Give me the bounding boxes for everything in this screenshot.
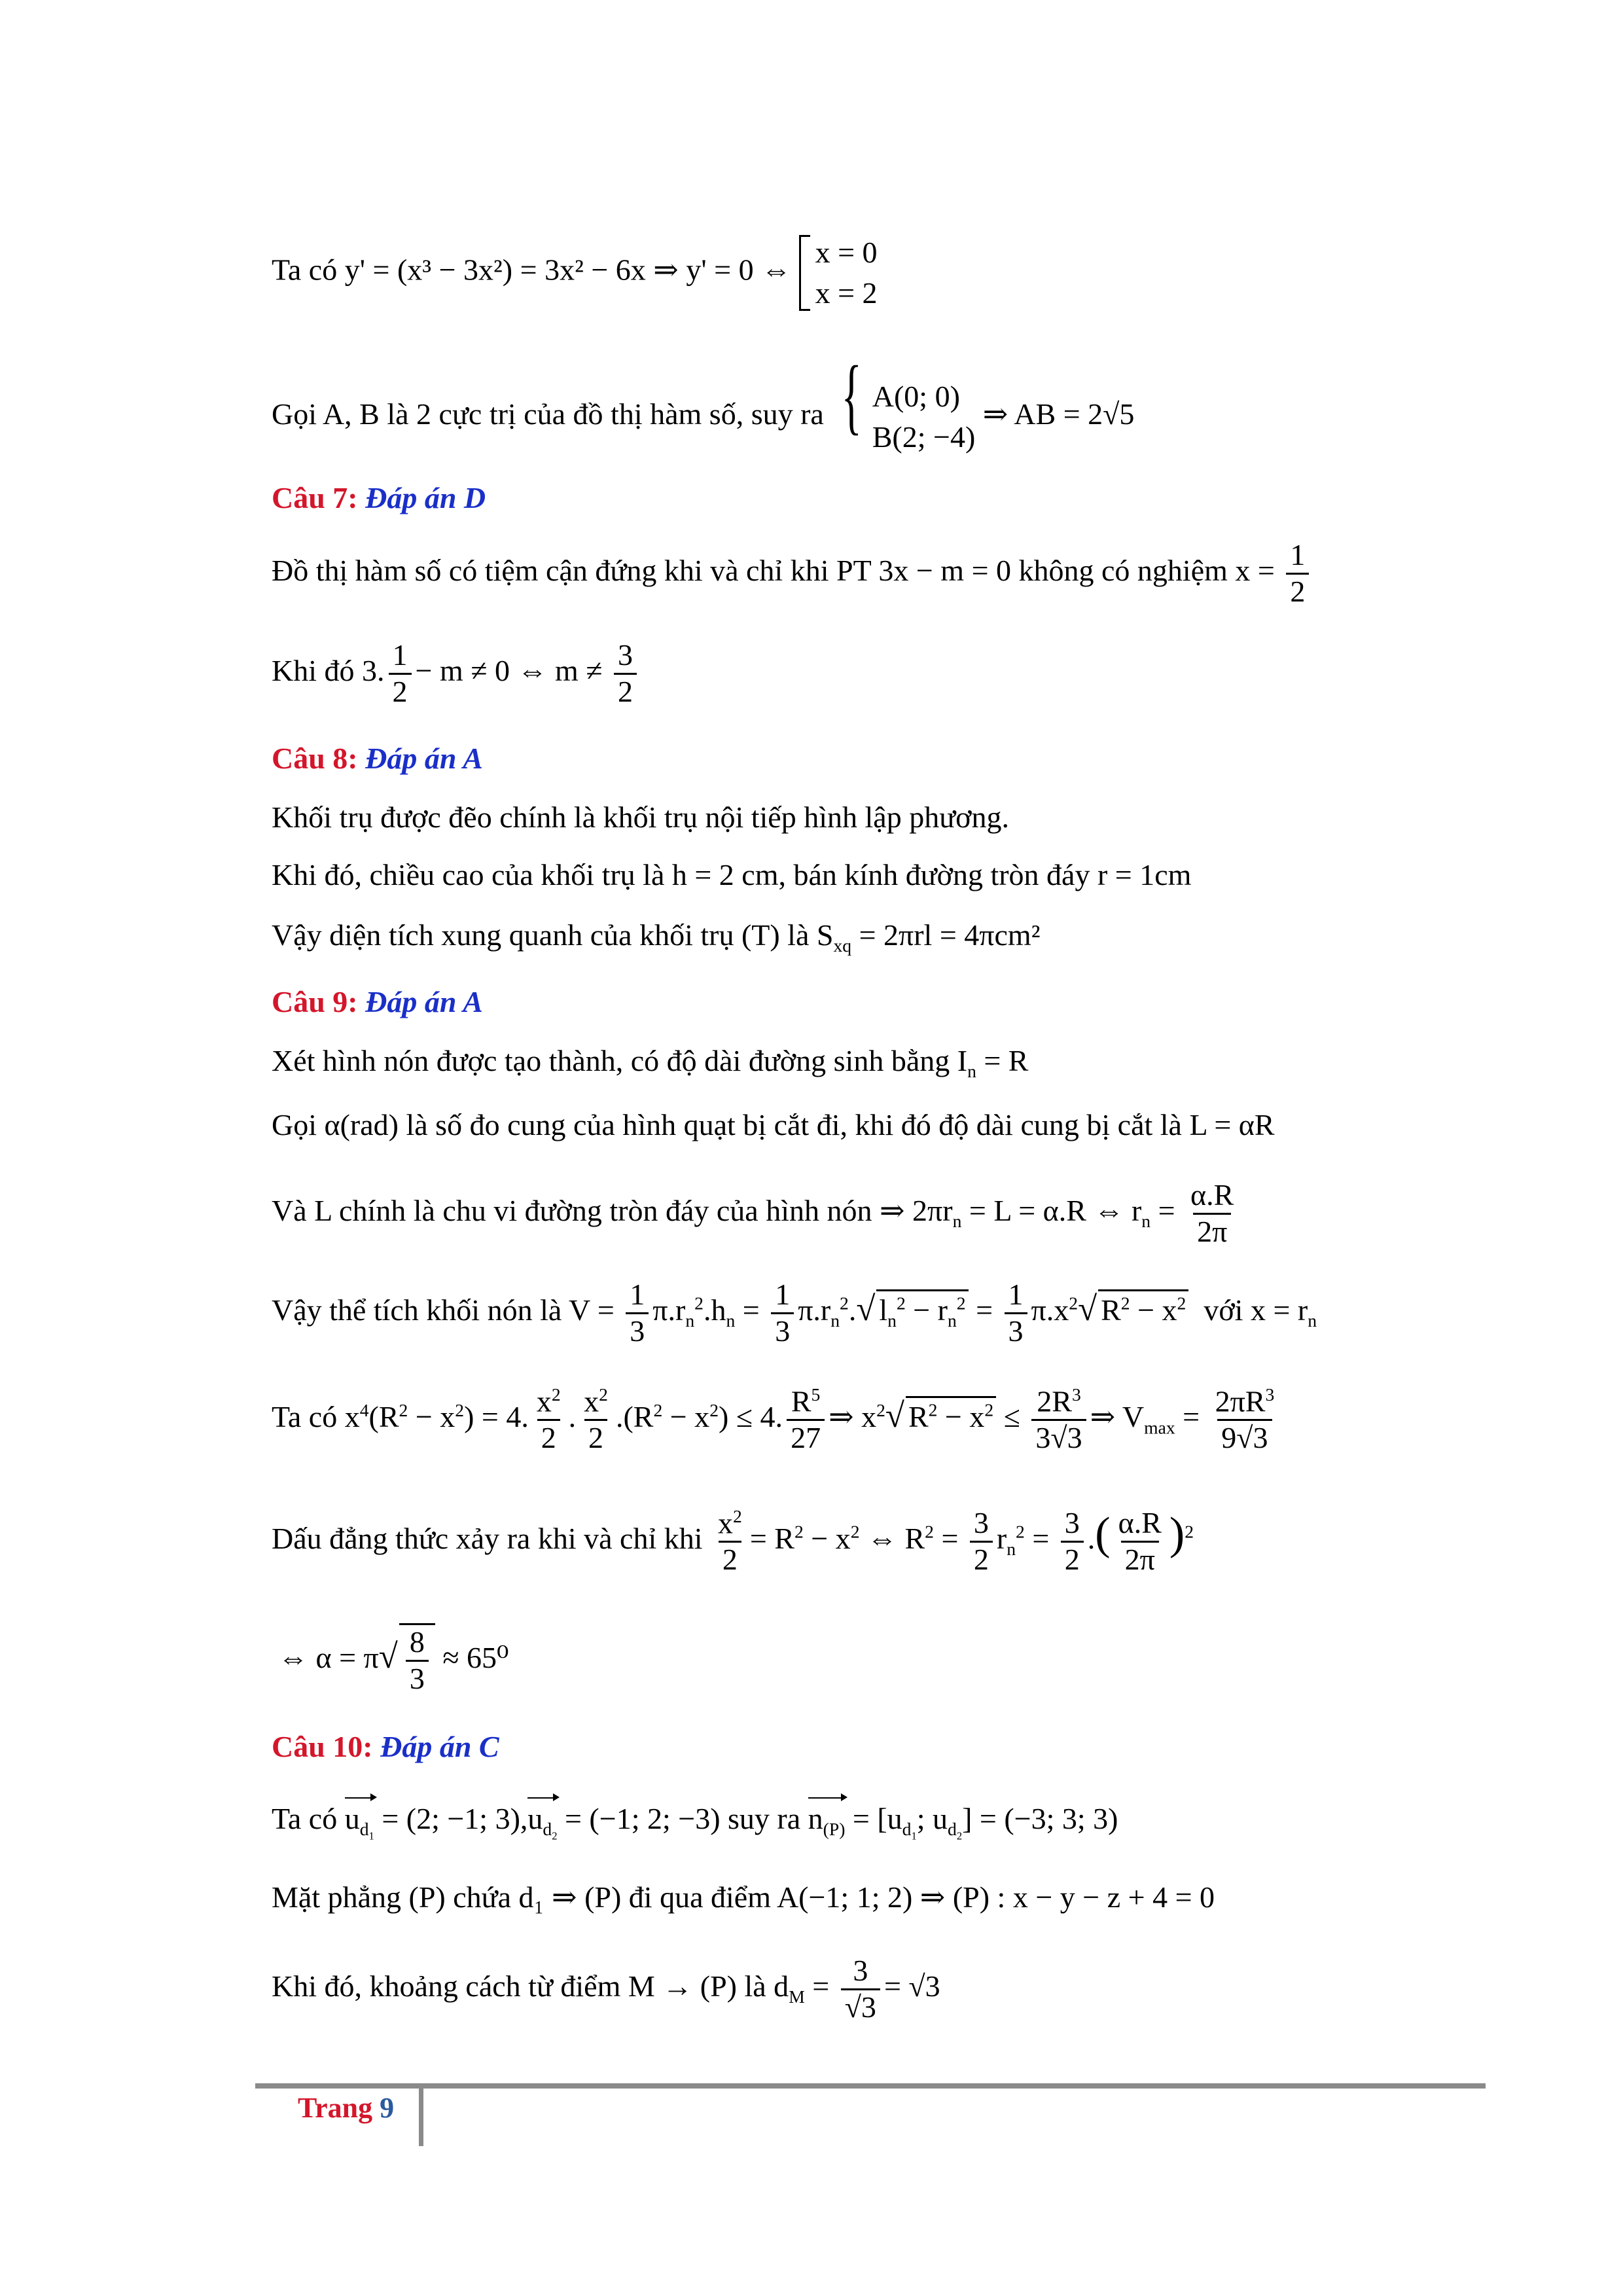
question-9-line-3: Và L chính là chu vi đường tròn đáy của hình nón ⇒ $2\pi r_n = L = \alpha.R$ ⇔ $r_n$ = $\frac{\alpha.R}{2\pi}$ — [272, 1178, 1241, 1249]
derivative-prefix: Ta có — [272, 253, 338, 287]
page-label: Trang — [298, 2092, 373, 2124]
question-8-result: = 2πrl = 4πcm² — [851, 918, 1041, 952]
question-9-line-7: ⇔ α = π√ $\frac{8}{3}$ ≈ 65⁰ — [278, 1623, 509, 1696]
question-8-line-1: Khối trụ được đẽo chính là khối trụ nội tiếp hình lập phương. — [272, 800, 1009, 834]
question-9-text-3: Và L chính là chu vi đường tròn đáy của hình nón ⇒ 2πr — [272, 1193, 953, 1227]
question-7-answer: Đáp án D — [365, 481, 486, 514]
question-9-line-2: Gọi α(rad) là số đo cung của hình quạt bị cắt đi, khi đó độ dài cung bị cắt là L = αR — [272, 1108, 1275, 1141]
question-7-line-2 — [272, 638, 641, 709]
question-9-line-1 — [272, 1042, 1028, 1083]
footer-rule — [255, 2083, 1486, 2089]
fraction-one-half: $\frac{1}{2}$ — [1286, 538, 1309, 609]
question-8-line-3 — [272, 916, 1040, 958]
question-9-text-1: Xét hình nón được tạo thành, có độ dài đường sinh bằng I — [272, 1044, 968, 1077]
case-bracket — [799, 235, 810, 311]
question-10-answer: Đáp án C — [380, 1730, 499, 1763]
question-7-label: Câu 7: — [272, 481, 358, 514]
point-a: A(0; 0) — [872, 380, 960, 414]
question-7-heading — [272, 479, 486, 517]
page-number: 9 — [380, 2092, 395, 2124]
question-7-line-1 — [272, 538, 1313, 609]
question-9-text-1-end: = R — [976, 1044, 1029, 1077]
fraction-one-half-2: $\frac{1}{2}$ — [389, 638, 412, 709]
derivative-line — [272, 232, 878, 314]
question-9-heading — [272, 983, 483, 1021]
question-9-text-7: ⇔ α = π — [278, 1640, 379, 1674]
question-10-line-3: Khi đó, khoảng cách từ điểm M → (P) là $d_M$ = $\frac{3}{√3}$ = √3 — [272, 1954, 940, 2024]
question-10-label: Câu 10: — [272, 1730, 373, 1763]
case-x2: x = 2 — [815, 276, 878, 310]
question-10-text-3: Khi đó, khoảng cách từ điểm M → (P) là d — [272, 1969, 789, 2003]
case-x0: x = 0 — [815, 236, 878, 269]
question-8-heading — [272, 740, 483, 778]
question-10-line-2: Mặt phẳng (P) chứa d₁ ⇒ (P) đi qua điểm A(−1; 1; 2) ⇒ (P) : x − y − z + 4 = 0 — [272, 1880, 1215, 1914]
question-9-text-4-tail: với x = r — [1204, 1293, 1308, 1327]
question-7-text-2b: − m ≠ 0 ⇔ m ≠ — [415, 653, 603, 687]
page-footer — [298, 2091, 394, 2125]
point-b: B(2; −4) — [872, 420, 976, 454]
question-7-text-1: Đồ thị hàm số có tiệm cận đứng khi và chỉ khi PT 3x − m = 0 không có nghiệm x = — [272, 553, 1275, 587]
question-10-line-1: Ta có $u_{d_1} = (2$; −1; $3),u_{d_2} = (-1$; 2; −3) suy ra $n_{(P)} = [u_{d_1}$; $u_{d_2}] = (-3$; 3; 3) — [272, 1800, 1118, 1843]
question-8-text-3: Vậy diện tích xung quanh của khối trụ (T) là S — [272, 918, 834, 952]
fraction-alpha-r-over-2pi: $\frac{\alpha.R}{2\pi}$ — [1190, 1178, 1234, 1248]
fraction-three-halves: $\frac{3}{2}$ — [614, 638, 637, 709]
question-8-answer: Đáp án A — [365, 742, 483, 775]
question-8-line-2: Khi đó, chiều cao của khối trụ là h = 2 cm, bán kính đường tròn đáy r = 1cm — [272, 858, 1192, 891]
extrema-points — [872, 376, 976, 457]
in-subscript: n — [967, 1061, 976, 1082]
derivative-cases — [815, 232, 878, 314]
sxq-subscript: xq — [833, 935, 852, 956]
question-10-text-1: Ta có — [272, 1802, 338, 1835]
question-9-line-4: Vậy thể tích khối nón là V = $\frac{1}{3}$ $\pi.r_n^2.h_n$ = $\frac{1}{3}$ $\pi.r_n^2.√$ $l_n^2 - r_n^2$ = $\frac{1}{3}$ $\pi.x^2√$ $R^2 - x^2$ với $x = r_n$ — [272, 1278, 1317, 1348]
question-9-answer: Đáp án A — [365, 985, 483, 1018]
question-9-text-4: Vậy thể tích khối nón là V = — [272, 1293, 615, 1327]
question-10-heading — [272, 1728, 499, 1766]
question-9-text-6: Dấu đẳng thức xảy ra khi và chỉ khi — [272, 1522, 703, 1555]
derivative-math: y' = (x³ − 3x²) = 3x² − 6x ⇒ y' = 0 ⇔ — [344, 253, 792, 287]
question-9-label: Câu 9: — [272, 985, 358, 1018]
question-7-text-2a: Khi đó 3. — [272, 653, 385, 687]
footer-divider — [419, 2083, 423, 2146]
question-8-label: Câu 8: — [272, 742, 358, 775]
question-9-line-5: Ta có $x^4(R^2 - x^2) = 4$. $\frac{x^2}{2}$ . $\frac{x^2}{2}$ $.(R^2 - x^2) \le 4$. $\frac{R^5}{27}$ ⇒ $x^2√$ $R^2 - x^2$ ≤ $\frac{2R^3}{3√3}$ ⇒ $V_{max}$ = $\frac{2\pi R^3}{9√3}$ — [272, 1384, 1275, 1455]
extrema-prefix: Gọi A, B là 2 cực trị của đồ thị hàm số, suy ra — [272, 397, 824, 431]
question-9-text-7-end: ≈ 65⁰ — [442, 1640, 509, 1674]
question-9-text-3b: = L = α.R ⇔ r — [961, 1193, 1142, 1227]
question-9-line-6: Dấu đẳng thức xảy ra khi và chỉ khi $\frac{x^2}{2}$ = $R^2 - x^2$ ⇔ $R^2$ = $\frac{3}{2}$ $r_n^2$ = $\frac{3}{2}$ .( $\frac{\alpha.R}{2\pi}$ )$^2$ — [272, 1505, 1194, 1577]
ab-length: ⇒ AB = 2√5 — [982, 397, 1135, 431]
question-9-text-5: Ta có — [272, 1400, 338, 1434]
extrema-line — [272, 349, 1135, 458]
system-brace: { — [841, 349, 863, 443]
